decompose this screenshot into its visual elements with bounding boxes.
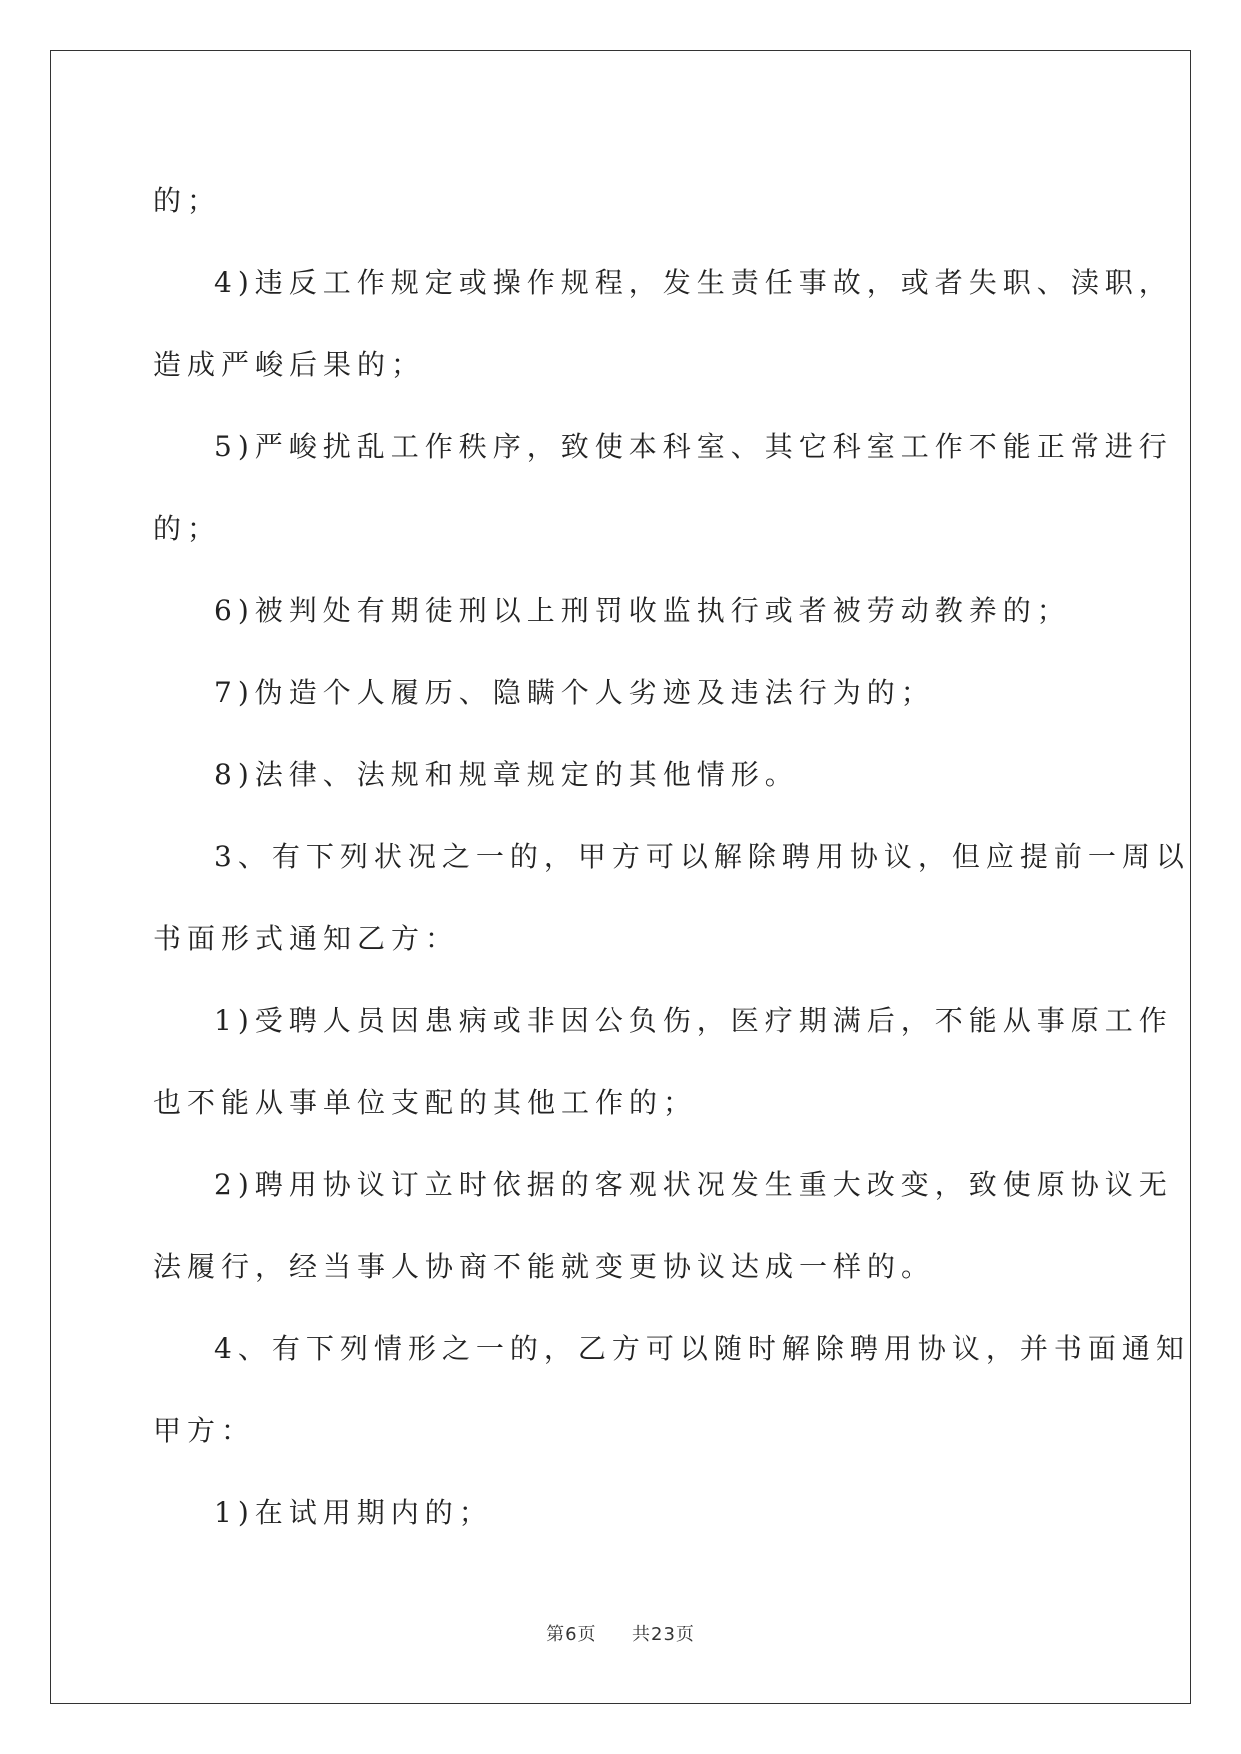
text-line-10: 书面形式通知乙方： xyxy=(153,922,460,955)
text-line-17: 1)在试用期内的； xyxy=(214,1496,493,1529)
text-line-3: 造成严峻后果的； xyxy=(153,348,426,381)
text-line-11: 1)受聘人员因患病或非因公负伤，医疗期满后，不能从事原工作 xyxy=(214,1004,1173,1037)
text-line-9: 3、有下列状况之一的，甲方可以解除聘用协议，但应提前一周以 xyxy=(214,840,1190,873)
page-footer xyxy=(0,1620,1241,1646)
text-line-5: 的； xyxy=(153,512,222,545)
text-line-6: 6)被判处有期徒刑以上刑罚收监执行或者被劳动教养的； xyxy=(214,594,1071,627)
text-line-15: 4、有下列情形之一的，乙方可以随时解除聘用协议，并书面通知 xyxy=(214,1332,1190,1365)
total-page-count: 共23页 xyxy=(632,1624,695,1645)
text-line-12: 也不能从事单位支配的其他工作的； xyxy=(153,1086,698,1119)
current-page-number: 第6页 xyxy=(546,1624,597,1645)
text-line-16: 甲方： xyxy=(153,1414,256,1447)
text-line-7: 7)伪造个人履历、隐瞒个人劣迹及违法行为的； xyxy=(214,676,935,709)
text-line-14: 法履行，经当事人协商不能就变更协议达成一样的。 xyxy=(153,1250,936,1283)
text-line-13: 2)聘用协议订立时依据的客观状况发生重大改变，致使原协议无 xyxy=(214,1168,1173,1201)
text-line-4: 5)严峻扰乱工作秩序，致使本科室、其它科室工作不能正常进行 xyxy=(214,430,1173,463)
text-line-2: 4)违反工作规定或操作规程，发生责任事故，或者失职、渎职， xyxy=(214,266,1173,299)
text-line-8: 8)法律、法规和规章规定的其他情形。 xyxy=(214,758,799,791)
document-body xyxy=(153,160,1190,1554)
text-line-1: 的； xyxy=(153,184,222,217)
